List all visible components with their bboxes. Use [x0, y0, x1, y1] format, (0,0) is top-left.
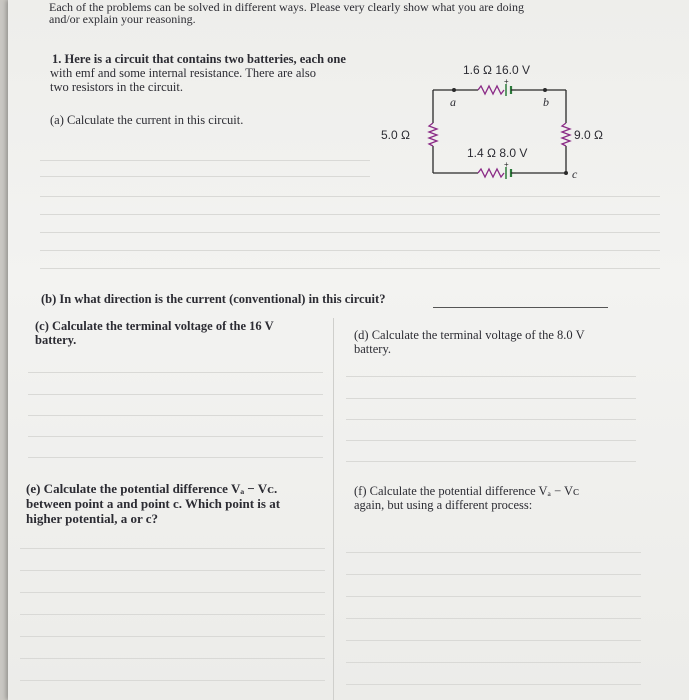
- part-a-prompt: (a) Calculate the current in this circuit.: [50, 113, 244, 127]
- answer-line: [20, 636, 325, 637]
- part-c-line-1: (c) Calculate the terminal voltage of the 16 V: [35, 319, 274, 333]
- part-f-line-1: (f) Calculate the potential difference Vₐ − Vᴄ: [354, 484, 580, 498]
- right-resistor-symbol: [562, 123, 570, 146]
- answer-line: [20, 592, 325, 593]
- part-b-prompt: (b) In what direction is the current (conventional) in this circuit?: [41, 292, 386, 306]
- answer-line: [40, 268, 660, 269]
- worksheet-page: [8, 0, 689, 700]
- left-resistor-symbol: [429, 123, 437, 146]
- answer-line: [20, 570, 325, 571]
- right-resistor-label: 9.0 Ω: [574, 128, 603, 142]
- part-c-line-2: battery.: [35, 333, 77, 347]
- answer-line: [20, 658, 325, 659]
- answer-line: [20, 680, 325, 681]
- part-e-line-2: between point a and point c. Which point is at: [26, 496, 281, 511]
- answer-line: [20, 614, 325, 615]
- answer-line: [20, 548, 325, 549]
- answer-line: [40, 196, 660, 197]
- answer-line: [346, 398, 636, 399]
- answer-line: [346, 440, 636, 441]
- part-b-blank: [433, 307, 608, 308]
- node-dot-a: [452, 88, 456, 92]
- node-dot-b: [543, 88, 547, 92]
- answer-line: [28, 394, 323, 395]
- answer-line: [40, 176, 370, 177]
- answer-line: [40, 160, 370, 161]
- column-divider: [333, 318, 334, 700]
- answer-line: [28, 415, 323, 416]
- bottom-resistor-symbol: [478, 169, 504, 177]
- answer-line: [40, 232, 660, 233]
- top-branch-label: 1.6 Ω 16.0 V: [463, 63, 531, 77]
- circuit-diagram: [8, 0, 689, 700]
- part-e-line-1: (e) Calculate the potential difference Vₐ − Vᴄ.: [26, 481, 278, 496]
- answer-line: [346, 662, 641, 663]
- intro-line-1: Each of the problems can be solved in different ways. Please very clearly show what you are doing: [49, 0, 524, 14]
- answer-line: [346, 574, 641, 575]
- part-f-line-2: again, but using a different process:: [354, 498, 533, 512]
- answer-line: [28, 436, 323, 437]
- answer-line: [28, 372, 323, 373]
- svg-text:+: +: [504, 77, 509, 86]
- answer-line: [28, 457, 323, 458]
- part-e-line-3: higher potential, a or c?: [26, 511, 159, 526]
- answer-line: [346, 618, 641, 619]
- intro-line-2: and/or explain your reasoning.: [49, 12, 196, 26]
- problem-1-line-3: two resistors in the circuit.: [50, 80, 183, 94]
- top-resistor-symbol: [478, 86, 504, 94]
- answer-line: [346, 419, 636, 420]
- problem-1-line-1: 1. Here is a circuit that contains two batteries, each one: [52, 52, 346, 66]
- answer-line: [40, 214, 660, 215]
- svg-text:+: +: [504, 160, 509, 169]
- part-d-line-1: (d) Calculate the terminal voltage of the 8.0 V: [354, 328, 585, 342]
- left-resistor-label: 5.0 Ω: [381, 128, 410, 142]
- answer-line: [346, 640, 641, 641]
- answer-line: [346, 376, 636, 377]
- problem-1-line-2: with emf and some internal resistance. There are also: [50, 66, 316, 80]
- bottom-branch-label: 1.4 Ω 8.0 V: [467, 146, 528, 160]
- answer-line: [346, 552, 641, 553]
- answer-line: [346, 596, 641, 597]
- part-d-line-2: battery.: [354, 342, 392, 356]
- point-a-label: a: [450, 95, 456, 109]
- point-c-label: c: [572, 167, 578, 181]
- answer-line: [40, 250, 660, 251]
- answer-line: [346, 461, 636, 462]
- node-dot-c: [564, 171, 568, 175]
- answer-line: [346, 684, 641, 685]
- point-b-label: b: [543, 95, 549, 109]
